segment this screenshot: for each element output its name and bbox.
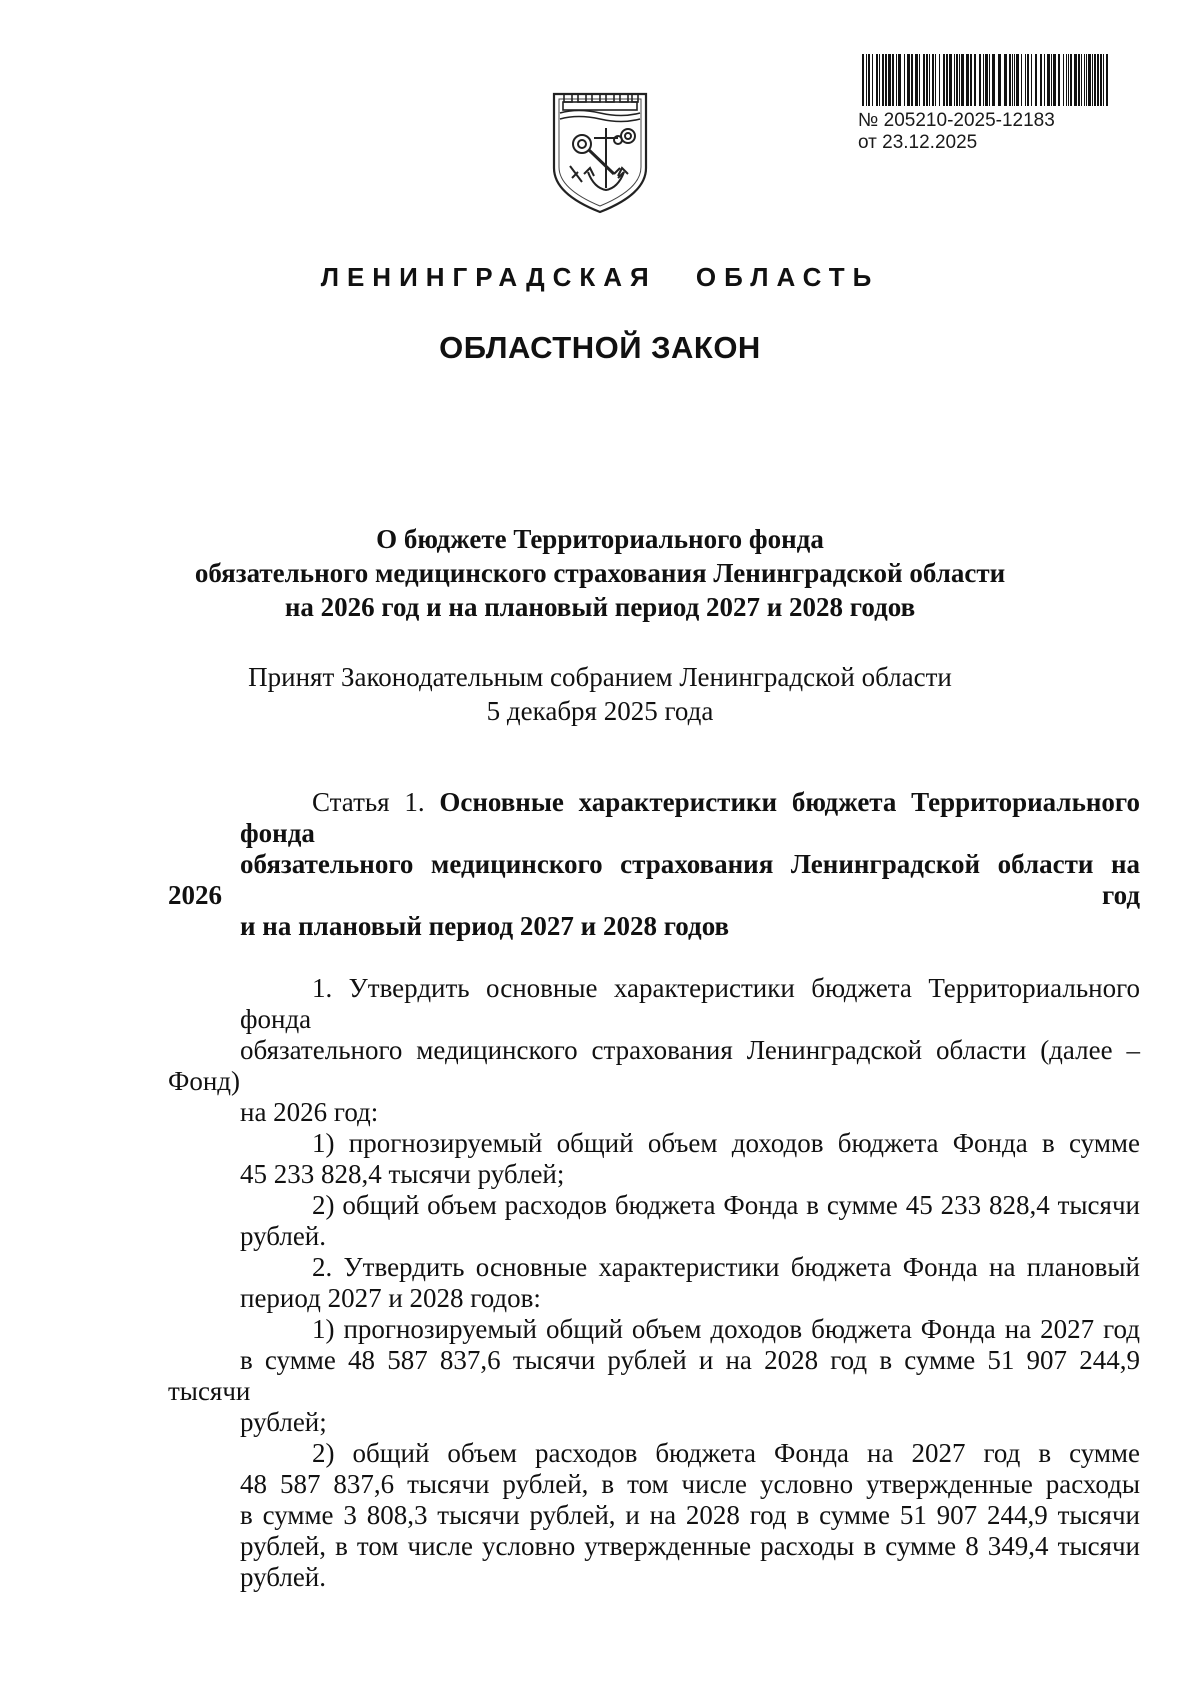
adoption-note	[150, 660, 1050, 728]
article-paragraph	[168, 1190, 1140, 1252]
paragraph-line: 1) прогнозируемый общий объем доходов бюджета Фонда в сумме	[312, 1128, 1140, 1158]
paragraph-line: 48 587 837,6 тысячи рублей, в том числе условно утвержденные расходы	[240, 1469, 1140, 1499]
article-paragraph	[168, 1128, 1140, 1190]
law-title-line: обязательного медицинского страхования Ленинградской области	[194, 558, 1006, 588]
adoption-line: Принят Законодательным собранием Ленинградской области	[248, 662, 952, 692]
article-1	[168, 787, 1140, 1593]
coat-of-arms-emblem	[548, 88, 652, 214]
article-title-part: Основные характеристики бюджета Территориального фонда	[240, 787, 1140, 848]
article-body	[168, 973, 1140, 1593]
law-title	[150, 522, 1050, 624]
paragraph-line: 2) общий объем расходов бюджета Фонда в сумме 45 233 828,4 тысячи	[312, 1190, 1140, 1220]
article-heading-line: обязательного медицинского страхования Ленинградской области на 2026 год	[168, 849, 1140, 910]
paragraph-line: 2) общий объем расходов бюджета Фонда на 2027 год в сумме	[312, 1438, 1140, 1468]
registration-date: от 23.12.2025	[858, 132, 978, 153]
article-label: Статья 1.	[312, 787, 425, 817]
article-paragraph	[168, 1314, 1140, 1438]
article-heading-line	[168, 787, 1140, 849]
paragraph-line: 1) прогнозируемый общий объем доходов бюджета Фонда на 2027 год	[312, 1314, 1140, 1344]
document-type: ОБЛАСТНОЙ ЗАКОН	[439, 330, 761, 365]
article-paragraph	[168, 1438, 1140, 1593]
paragraph-line: 45 233 828,4 тысячи рублей;	[240, 1159, 565, 1189]
adoption-date: 5 декабря 2025 года	[486, 696, 714, 726]
registration-number: № 205210-2025-12183	[858, 110, 1055, 131]
paragraph-line: рублей;	[240, 1407, 327, 1437]
article-paragraph	[168, 1252, 1140, 1314]
law-title-line: на 2026 год и на плановый период 2027 и 2028 годов	[284, 592, 916, 622]
paragraph-line: рублей, в том числе условно утвержденные расходы в сумме 8 349,4 тысячи	[240, 1531, 1140, 1561]
leningrad-oblast-coat-of-arms-icon	[548, 88, 652, 214]
paragraph-line: в сумме 3 808,3 тысячи рублей, и на 2028 год в сумме 51 907 244,9 тысячи	[240, 1500, 1140, 1530]
paragraph-line: на 2026 год:	[240, 1097, 379, 1127]
article-heading-line: и на плановый период 2027 и 2028 годов	[240, 911, 730, 941]
article-paragraph	[168, 973, 1140, 1128]
region-name: ЛЕНИНГРАДСКАЯ ОБЛАСТЬ	[320, 262, 880, 292]
registration-stamp	[858, 54, 1114, 154]
paragraph-line: рублей.	[240, 1221, 327, 1251]
barcode-icon	[862, 54, 1112, 106]
article-heading	[168, 787, 1140, 942]
law-title-line: О бюджете Территориального фонда	[376, 524, 824, 554]
paragraph-line: в сумме 48 587 837,6 тысячи рублей и на 2028 год в сумме 51 907 244,9 тысячи	[168, 1345, 1140, 1406]
paragraph-line: период 2027 и 2028 годов:	[240, 1283, 541, 1313]
paragraph-line: рублей.	[240, 1562, 327, 1592]
paragraph-line: 2. Утвердить основные характеристики бюджета Фонда на плановый	[312, 1252, 1140, 1282]
paragraph-line: обязательного медицинского страхования Ленинградской области (далее – Фонд)	[168, 1035, 1140, 1096]
paragraph-line: 1. Утвердить основные характеристики бюджета Территориального фонда	[240, 973, 1140, 1034]
